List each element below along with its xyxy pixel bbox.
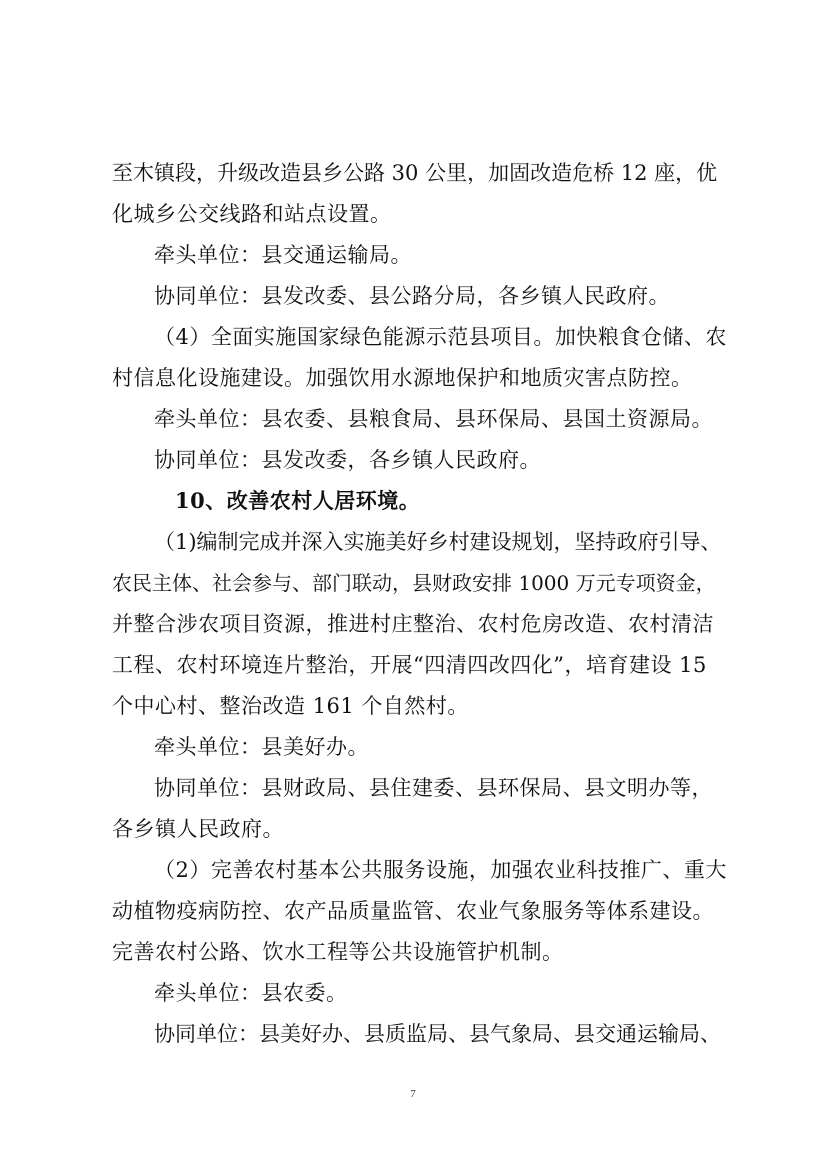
body-line: 协同单位：县财政局、县住建委、县环保局、县文明办等， xyxy=(154,776,713,800)
body-line: 至木镇段，升级改造县乡公路 30 公里，加固改造危桥 12 座，优 xyxy=(112,161,718,185)
body-line: 动植物疫病防控、农产品质量监管、农业气象服务等体系建设。 xyxy=(112,899,714,923)
body-line: 工程、农村环境连片整治，开展“四清四改四化”，培育建设 15 xyxy=(112,653,707,677)
page-number: 7 xyxy=(410,1088,416,1100)
body-line: 牵头单位：县交通运输局。 xyxy=(154,243,412,267)
body-line: 协同单位：县发改委、县公路分局，各乡镇人民政府。 xyxy=(154,284,670,308)
body-line: 各乡镇人民政府。 xyxy=(112,817,284,841)
body-line: （1)编制完成并深入实施美好乡村建设规划，坚持政府引导、 xyxy=(154,530,722,554)
body-line: 牵头单位：县美好办。 xyxy=(154,735,369,759)
body-line: 农民主体、社会参与、部门联动，县财政安排 1000 万元专项资金， xyxy=(112,571,716,595)
body-line: 牵头单位：县农委。 xyxy=(154,981,348,1005)
body-line: 化城乡公交线路和站点设置。 xyxy=(112,202,392,226)
body-line: 完善农村公路、饮水工程等公共设施管护机制。 xyxy=(112,940,564,964)
body-line: 协同单位：县美好办、县质监局、县气象局、县交通运输局、 xyxy=(154,1022,721,1046)
body-line: （2）完善农村基本公共服务设施，加强农业科技推广、重大 xyxy=(154,858,727,882)
body-line: 协同单位：县发改委，各乡镇人民政府。 xyxy=(154,448,541,472)
body-line: 牵头单位：县农委、县粮食局、县环保局、县国土资源局。 xyxy=(154,407,713,431)
body-line: 并整合涉农项目资源，推进村庄整治、农村危房改造、农村清洁 xyxy=(112,612,714,636)
body-line: 村信息化设施建设。加强饮用水源地保护和地质灾害点防控。 xyxy=(112,366,693,390)
body-line: 个中心村、整治改造 161 个自然村。 xyxy=(112,694,469,718)
body-line: （4）全面实施国家绿色能源示范县项目。加快粮食仓储、农 xyxy=(154,325,727,349)
section-heading: 10、改善农村人居环境。 xyxy=(175,488,421,513)
